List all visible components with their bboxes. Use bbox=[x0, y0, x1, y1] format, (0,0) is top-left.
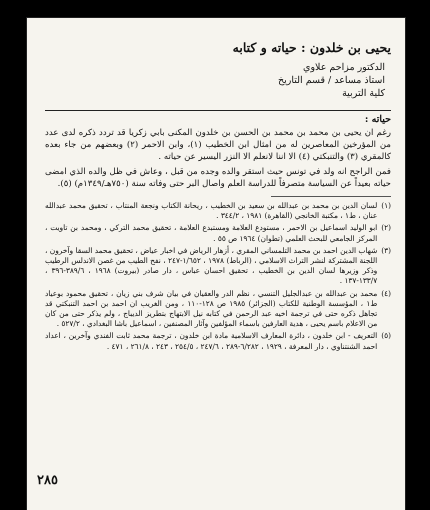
article-title: يحيى بن خلدون : حياته و كتابه bbox=[232, 40, 391, 55]
footnote-number: (١) bbox=[381, 201, 391, 210]
footnote-number: (٣) bbox=[381, 245, 391, 255]
page-number: ٢٨٥ bbox=[37, 473, 58, 488]
footnote-number: (٥) bbox=[381, 331, 391, 341]
document-page bbox=[27, 18, 405, 510]
footnote-text: شهاب الدين احمد بن محمد التلمساني المقري ، أزهار الرياض في اخبار عياض ، تحقيق محمد السقا وآخرون ، اللجنة المشتركة لنشر التراث الاسلامي ، (الرباط) ١٩٧٨ ، ١/٦٥٢-٢٤٧ ، نفح الطيب من غصن الاندلس الرطيب وذكر وزيرها لسان الدين بن الخطيب ، تحقيق احسان عباس ، دار صادر (بيروت) ١٩٦٨ ، ٣٨٩/٦-٣٩٦ ، ١٣٣/٧-١٣٧ . bbox=[45, 245, 378, 286]
section-divider bbox=[45, 110, 391, 111]
footnote-divider bbox=[271, 196, 391, 197]
paragraph: رغم ان يحيى بن محمد بن محمد بن الحسن بن خلدون المكنى بابي زكريا قد تردد ذكره لدى عدد من المؤرخين المعاصرين له من امثال ابن الخطيب (١)، وابن الاحمر (٢) وبعضهم من جاء بعده كالمقري (٣) والتنبكتي (٤) الا اننا لانعلم الا النزر اليسير عن حياته . bbox=[45, 128, 391, 162]
footnote-number: (٤) bbox=[381, 288, 391, 298]
footnote-number: (٢) bbox=[381, 223, 391, 233]
footnote bbox=[45, 246, 391, 287]
footnote bbox=[45, 289, 391, 330]
footnotes bbox=[45, 201, 391, 352]
section-heading: حياته : bbox=[364, 114, 391, 125]
footnote bbox=[45, 223, 391, 243]
footnote-text: محمد بن عبدالله بن عبدالجليل التنسي ، نظم الدر والعقيان في بيان شرف بني زيان ، تحقيق محمود بوعياد ط١ ، المؤسسة الوطنية للكتاب (الجزائر) ١٩٨٥ ص ١٢٨-١١٠ ، ومن الغريب ان احمد بن احمد التنبكتي قد تجاهل ذكره حتى في ترجمة اخيه عبد الرحمن في كتابه نيل الابتهاج بتطريز الديباج ، ولم يذكر حتى من كان من الاعلام باسم يحيى ، هدية العارفين باسماء المؤلفين وآثار المصنفين ، اسماعيل باشا البغدادي ، ٥٢٧/٢ . bbox=[45, 288, 378, 329]
author-position: استاذ مساعد / قسم التاريخ bbox=[278, 75, 385, 86]
author-block bbox=[45, 61, 385, 100]
footnote-text: ابو الوليد اسماعيل بن الاحمر ، مستودع العلامة ومستبدع العلامة ، تحقيق محمد التركي ، ومحمد بن تاويت ، المركز الجامعي للبحث العلمي (تطوان) ١٩٦٤ ص ٥٥ . bbox=[45, 223, 378, 243]
paragraph: فمن الراجح انه ولد في تونس حيث استقر والده وجده من قبل ، وعاش في ظل والده الذي امضى حياته بعيداً عن السياسة متصرفاً للدراسة العلم واصال البر حتى وفاته سنة (٧٥٠هـ/١٣٤٩م) (٥). bbox=[45, 167, 391, 189]
author-faculty: كلية التربية bbox=[342, 88, 385, 99]
footnote bbox=[45, 331, 391, 351]
page-content bbox=[45, 40, 391, 510]
author-name: الدكتور مزاحم علاوي bbox=[303, 62, 385, 73]
footnote-text: التعريف - ابن خلدون ، دائرة المعارف الاسلامية مادة ابن خلدون ، ترجمة محمد ثابت الفندي وآخرين ، اعداد احمد الشنتناوي ، دار المعرفة ، ١٩٢٩ ، ٦/٢٨٢-٢٨٩ ، ٢٤٧/٦ ، ٢٥٤/٥ ، ٢٤٣ ، ٢٦١/٨ ، ٤٧١ . bbox=[45, 331, 378, 351]
footnote bbox=[45, 201, 391, 221]
footnote-text: لسان الدين بن محمد بن عبدالله بن سعيد بن الخطيب ، ريحانة الكتاب ونجعة المنتاب ، تحقيق محمد عبدالله عنان ، ط١ ، مكتبة الخانجي (القاهرة) ١٩٨١ ، ٣٤٤/٢ . bbox=[45, 201, 378, 221]
article-body bbox=[45, 127, 391, 190]
